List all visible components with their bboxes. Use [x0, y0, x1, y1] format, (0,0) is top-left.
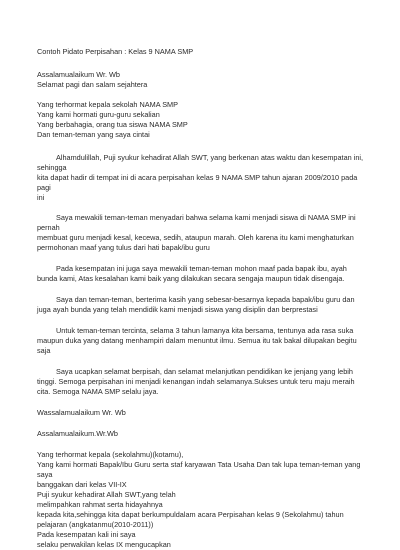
- text-line: Saya ucapkan selamat berpisah, dan selamat melanjutkan pendidikan ke jenjang yang lebih: [56, 367, 353, 376]
- text-line: selaku perwakilan kelas IX mengucapkan: [37, 540, 171, 549]
- text-line: Alhamdulillah, Puji syukur kehadirat Allah SWT, yang berkenan atas waktu dan kesempatan ini,: [56, 153, 364, 162]
- text-line: juga ayah bunda yang telah mendidik kami menjadi siswa yang disiplin dan berprestasi: [37, 305, 318, 314]
- text-line: sehingga: [37, 163, 67, 172]
- text-line: ini: [37, 193, 45, 202]
- document-title: Contoh Pidato Perpisahan : Kelas 9 NAMA SMP: [37, 47, 194, 56]
- text-line: Yang terhormat kepala sekolah NAMA SMP: [37, 100, 179, 109]
- text-line: kita dapat hadir di tempat ini di acara perpisahan kelas 9 NAMA SMP tahun ajaran 2009/2010 pada: [37, 173, 358, 182]
- text-line: cita. Semoga NAMA SMP selalu jaya.: [37, 387, 159, 396]
- text-line: maupun duka yang datang menhampiri dalam menuntut ilmu. Semua itu tak bakal dilupakan begitu: [37, 336, 357, 345]
- text-line: Yang kami hormati Bapak/Ibu Guru serta staf karyawan Tata Usaha Dan tak lupa teman-teman yang: [37, 460, 361, 469]
- text-line: Saya mewakili teman-teman menyadari bahwa selama kami menjadi siswa di NAMA SMP ini: [56, 213, 356, 222]
- text-line: tinggi. Semoga perpisahan ini menjadi kenangan indah selamanya.Sukses untuk teru maju meraih: [37, 377, 355, 386]
- text-line: Untuk teman-teman tercinta, selama 3 tahun lamanya kita bersama, tentunya ada rasa suka: [56, 326, 354, 335]
- text-line: Saya dan teman-teman, berterima kasih yang sebesar-besarnya kepada bapak/ibu guru dan: [56, 295, 355, 304]
- text-line: Assalamualaikum.Wr.Wb: [37, 429, 118, 438]
- text-line: Yang kami hormati guru-guru sekalian: [37, 110, 160, 119]
- text-line: saja: [37, 346, 51, 355]
- text-line: melimpahkan rahmat serta hidayahnya: [37, 500, 163, 509]
- text-line: Wassalamualaikum Wr. Wb: [37, 408, 126, 417]
- text-line: Yang terhormat kepala (sekolahmu)(kotamu),: [37, 450, 184, 459]
- text-line: banggakan dari kelas VII-IX: [37, 480, 127, 489]
- text-line: permohonan maaf yang tulus dari hati bapak/ibu guru: [37, 243, 210, 252]
- text-line: Puji syukur kehadirat Allah SWT,yang telah: [37, 490, 176, 499]
- text-line: Pada kesempatan ini juga saya mewakili teman-teman mohon maaf pada bapak ibu, ayah: [56, 264, 347, 273]
- text-line: Yang berbahagia, orang tua siswa NAMA SMP: [37, 120, 188, 129]
- text-line: pernah: [37, 223, 60, 232]
- text-line: Assalamualaikum Wr. Wb: [37, 70, 120, 79]
- text-line: pelajaran (angkatanmu(2010-2011)): [37, 520, 154, 529]
- text-line: kepada kita,sehingga kita dapat berkumpuldalam acara Perpisahan kelas 9 (Sekolahmu) tahun: [37, 510, 344, 519]
- text-line: saya: [37, 470, 53, 479]
- text-line: Dan teman-teman yang saya cintai: [37, 130, 150, 139]
- text-line: Pada kesempatan kali ini saya: [37, 530, 136, 539]
- text-line: pagi: [37, 183, 51, 192]
- text-line: bunda kami, Atas kesalahan kami baik yang dilakukan secara sengaja maupun tidak disengaja.: [37, 274, 345, 283]
- text-line: membuat guru menjadi kesal, kecewa, sedih, ataupun marah. Oleh karena itu kami menghaturkan: [37, 233, 354, 242]
- text-line: Selamat pagi dan salam sejahtera: [37, 80, 148, 89]
